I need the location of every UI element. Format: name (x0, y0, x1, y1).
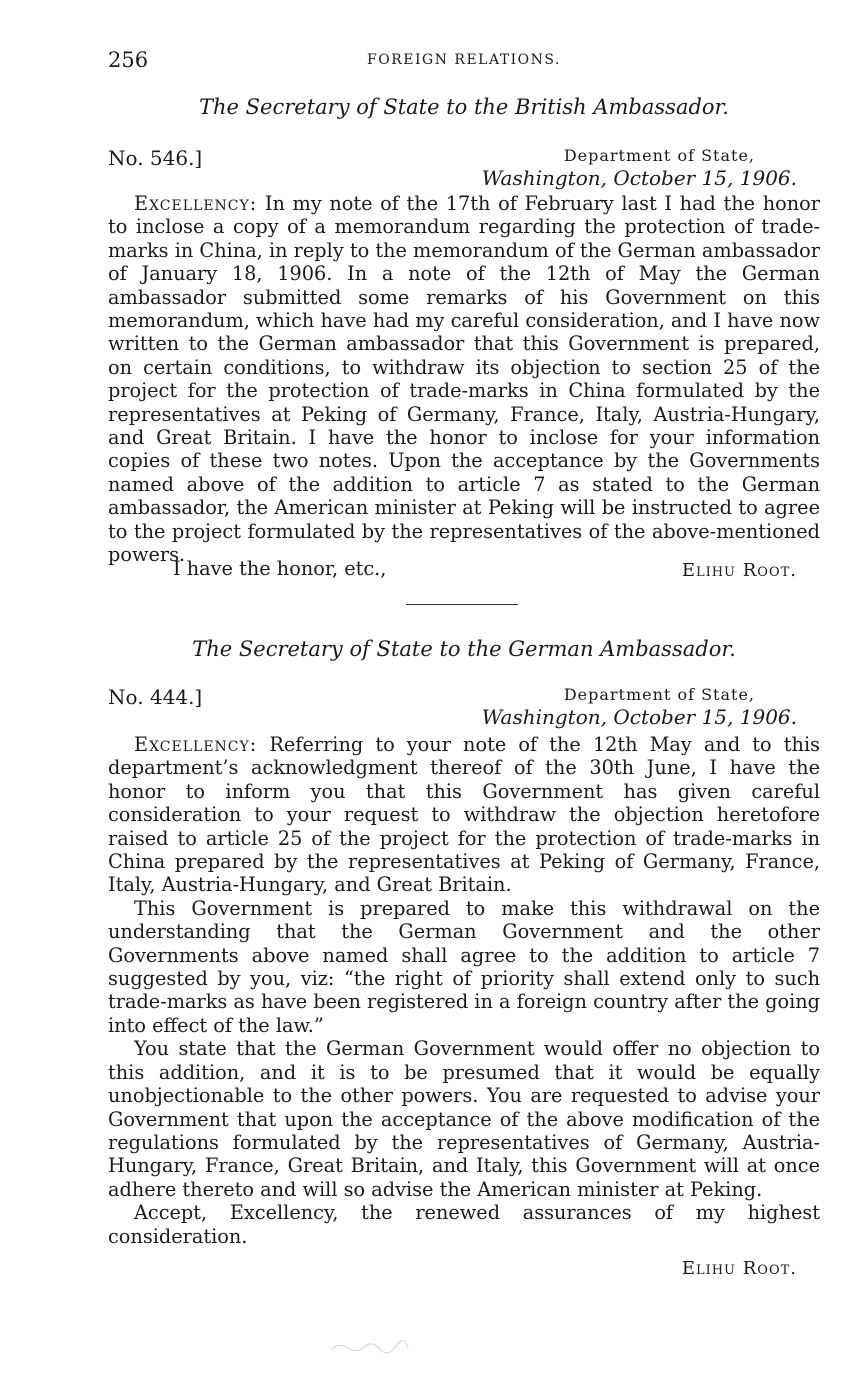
letter1-title: The Secretary of State to the British Ambassador. (199, 95, 729, 119)
letter1-salutation: Excellency: (134, 192, 258, 215)
letter1-ref-no: No. 546.] (108, 146, 203, 170)
letter1-place-date: Washington, October 15, 1906. (481, 166, 797, 190)
letter1-department: Department of State, (563, 146, 755, 165)
letter2-paragraph-4: Accept, Excellency, the renewed assurances of my highest consideration. (108, 1201, 820, 1248)
letter2-paragraph-3: You state that the German Government would offer no objection to this addition, and it is to be presumed that it would be equally unobjectionable to the other powers. You are requested to advise your Government that upon the acceptance of the above modification of the regulations formulated by the representatives of Germany, Austria-Hungary, France, Great Britain, and Italy, this Government will at once adhere thereto and will so advise the American minister at Peking. (108, 1037, 820, 1201)
letter2-paragraph-1 (108, 733, 820, 897)
letter1-signature: Elihu Root. (681, 560, 797, 581)
letter1-body (108, 192, 820, 567)
letter2-department: Department of State, (563, 685, 755, 704)
letter2-body (108, 733, 820, 1248)
letter1-paragraph-1 (108, 192, 820, 567)
scan-smudge-mark (330, 1340, 410, 1354)
letter2-salutation: Excellency: (134, 733, 258, 756)
letter1-closing: I have the honor, etc., (173, 557, 387, 580)
letter2-paragraph-1-text: Referring to your note of the 12th May and to this department’s acknowledgment thereof of the 30th June, I have the honor to inform you that this Government has given careful consideration to your request to withdraw the objection heretofore raised to article 25 of the project for the protection of trade-marks in China prepared by the representatives at Peking of Germany, France, Italy, Austria-Hungary, and Great Britain. (108, 733, 821, 897)
page-number: 256 (108, 48, 149, 72)
page-header (108, 48, 820, 76)
letter2-paragraph-2: This Government is prepared to make this withdrawal on the understanding that the German Government and the other Governments above named shall agree to the addition to article 7 suggested by you, viz: “the right of priority shall extend only to such trade-marks as have been registered in a foreign country after the going into effect of the law.” (108, 896, 821, 1037)
letter2-ref-no: No. 444.] (108, 685, 203, 709)
letter2-title: The Secretary of State to the German Ambassador. (192, 637, 736, 661)
running-head: FOREIGN RELATIONS. (367, 52, 561, 68)
letter1-paragraph-1-text: In my note of the 17th of February last I had the honor to inclose a copy of a memorandum regarding the protection of trade-marks in China, in reply to the memorandum of the German ambassador of January 18, 1906. In a note of the 12th of May the German ambassador submitted some remarks of his Government on this memorandum, which have had my careful consideration, and I have now written to the German ambassador that this Government is prepared, on certain conditions, to withdraw its objection to section 25 of the project for the protection of trade-marks in China formulated by the representatives at Peking of Germany, France, Italy, Austria-Hungary, and Great Britain. I have the honor to inclose for your information copies of these two notes. Upon the acceptance by the Governments named above of the addition to article 7 as stated to the German ambassador, the American minister at Peking will be instructed to agree to the project formulated by the representatives of the above-mentioned powers. (108, 192, 820, 567)
letter2-signature: Elihu Root. (681, 1258, 797, 1279)
letter2-place-date: Washington, October 15, 1906. (481, 705, 797, 729)
section-divider (406, 604, 518, 605)
